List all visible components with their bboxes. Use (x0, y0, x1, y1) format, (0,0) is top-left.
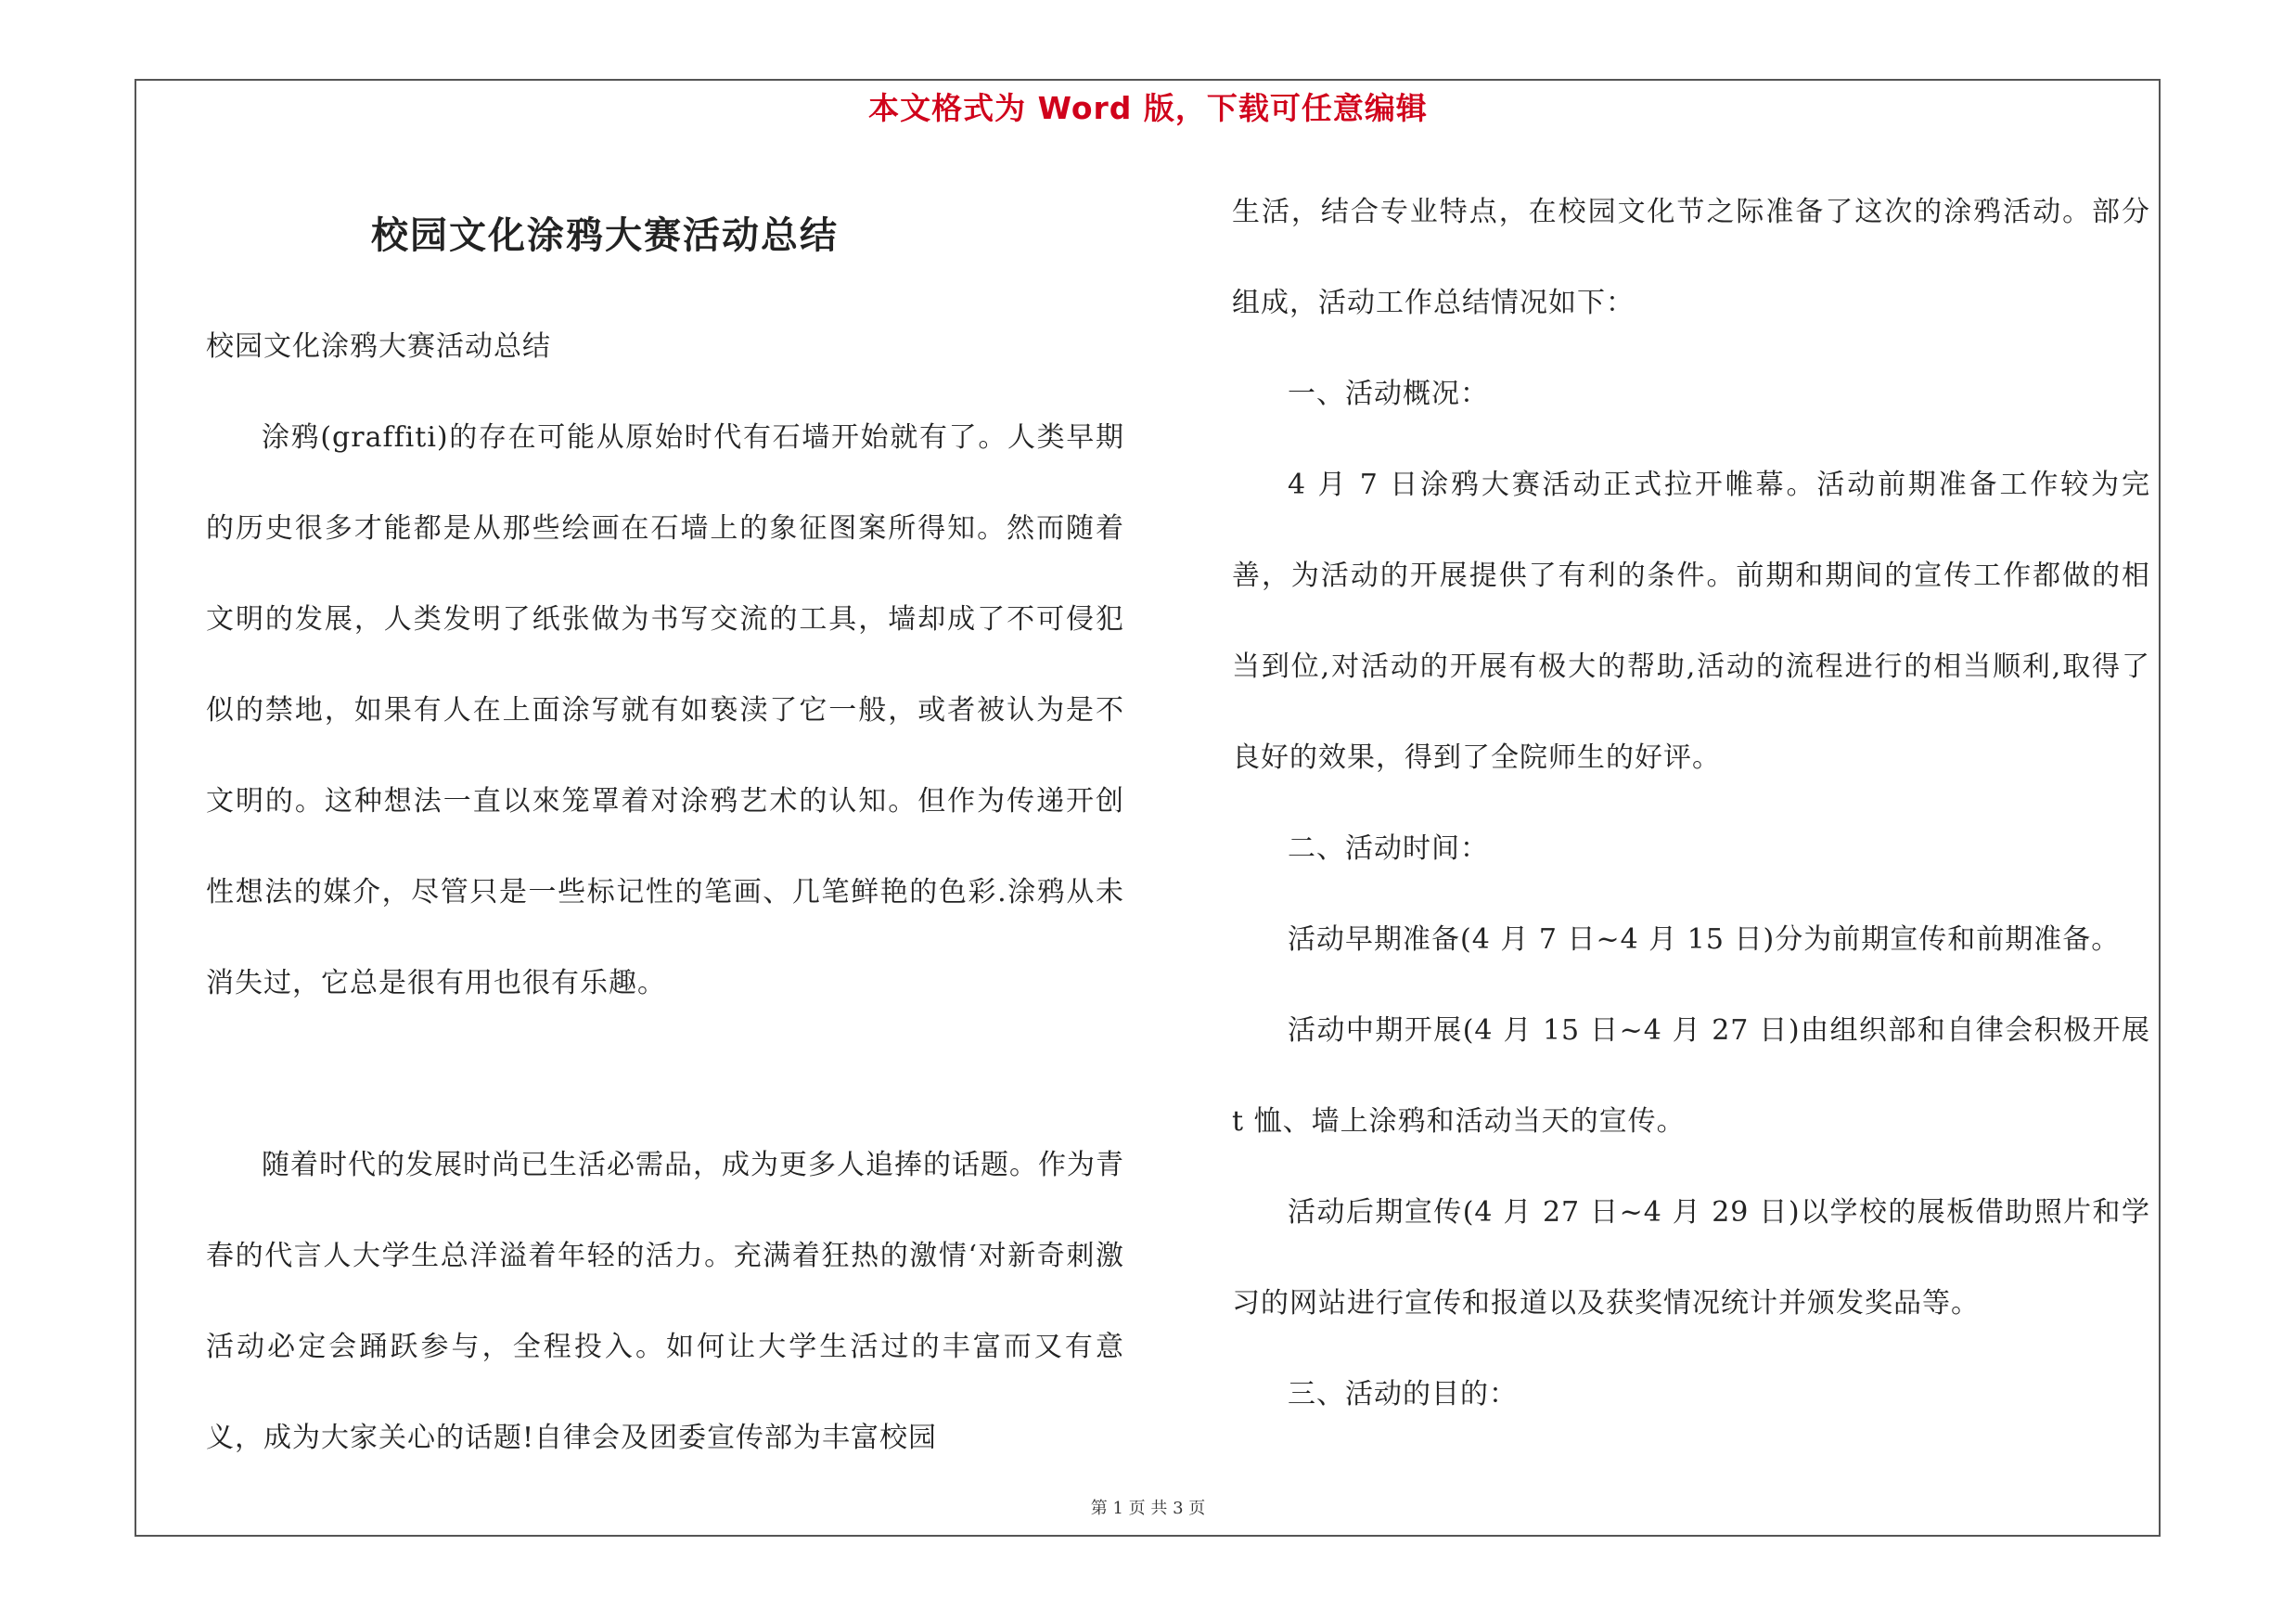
left-column (206, 302, 1124, 1484)
section-heading-time: 二、活动时间： (1288, 832, 1489, 865)
paragraph-overview: 4 月 7 日涂鸦大赛活动正式拉开帷幕。活动前期准备工作较为完善，为活动的开展提供了有利的条件。前期和期间的宣传工作都做的相当到位,对活动的开展有极大的帮助,活动的流程进行的相当顺利,取得了良好的效果，得到了全院师生的好评。 (1232, 469, 2150, 774)
section-heading-overview: 一、活动概况： (1288, 378, 1489, 410)
page-number: 第 1 页 共 3 页 (1090, 1499, 1206, 1518)
paragraph-subtitle: 校园文化涂鸦大赛活动总结 (206, 330, 551, 363)
paragraph-middle-stage: 活动中期开展(4 月 15 日~4 月 27 日)由组织部和自律会积极开展 t 恤、墙上涂鸦和活动当天的宣传。 (1232, 1014, 2150, 1138)
paragraph-continuation: 生活，结合专业特点，在校园文化节之际准备了这次的涂鸦活动。部分组成，活动工作总结情况如下： (1232, 196, 2150, 319)
section-heading-purpose: 三、活动的目的： (1288, 1378, 1518, 1410)
paragraph-late-stage: 活动后期宣传(4 月 27 日~4 月 29 日)以学校的展板借助照片和学习的网站进行宣传和报道以及获奖情况统计并颁发奖品等。 (1232, 1196, 2150, 1320)
right-column (1232, 167, 2150, 1440)
format-notice: 本文格式为 Word 版，下载可任意编辑 (868, 90, 1428, 126)
paragraph-early-stage: 活动早期准备(4 月 7 日~4 月 15 日)分为前期宣传和前期准备。 (1288, 923, 2121, 956)
paragraph-spacer (206, 1029, 1124, 1120)
paragraph-fashion: 随着时代的发展时尚已生活必需品，成为更多人追捧的话题。作为青春的代言人大学生总洋溢着年轻的活力。充满着狂热的激情‘对新奇刺激活动必定会踊跃参与，全程投入。如何让大学生活过的丰富而又有意义，成为大家关心的话题!自律会及团委宣传部为丰富校园 (206, 1149, 1124, 1454)
document-title: 校园文化涂鸦大赛活动总结 (371, 214, 839, 257)
paragraph-graffiti-history: 涂鸦(graffiti)的存在可能从原始时代有石墙开始就有了。人类早期的历史很多才能都是从那些绘画在石墙上的象征图案所得知。然而随着文明的发展，人类发明了纸张做为书写交流的工具，墙却成了不可侵犯似的禁地，如果有人在上面涂写就有如亵渎了它一般，或者被认为是不文明的。这种想法一直以來笼罩着对涂鸦艺术的认知。但作为传递开创性想法的媒介，尽管只是一些标记性的笔画、几笔鲜艳的色彩.涂鸦从未消失过，它总是很有用也很有乐趣。 (206, 421, 1124, 999)
